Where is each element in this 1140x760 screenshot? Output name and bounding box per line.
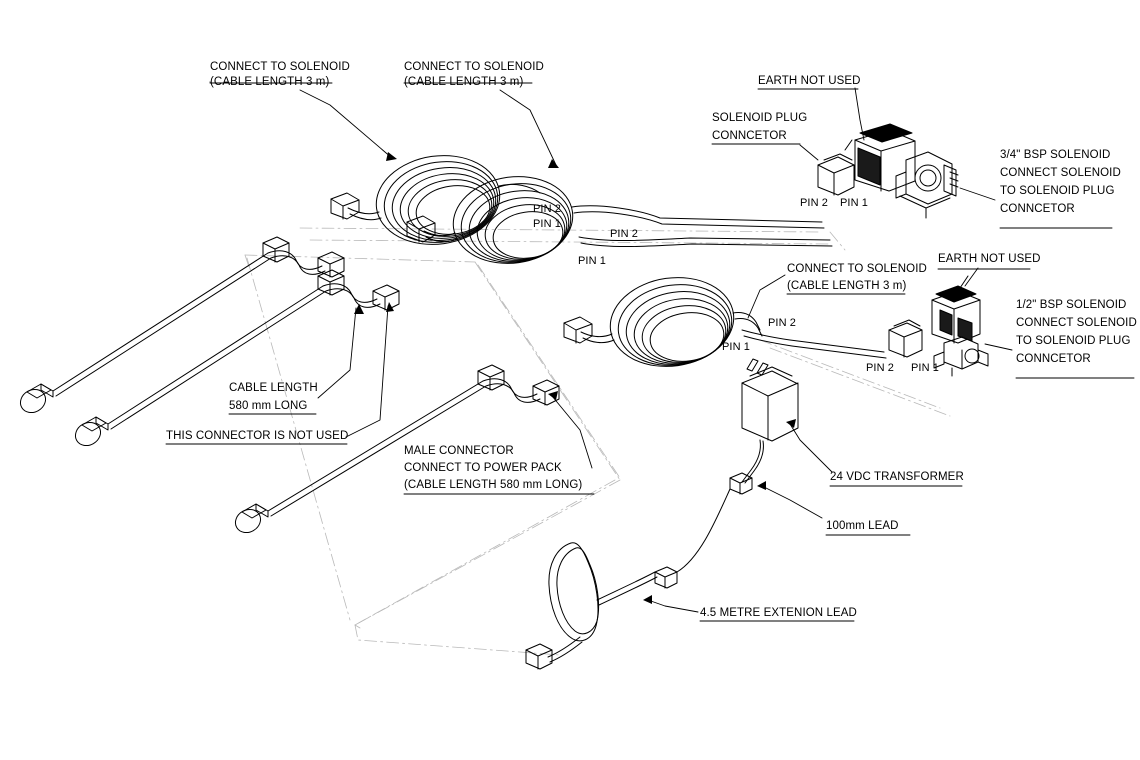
label-male-connector-line1: MALE CONNECTOR <box>404 445 514 457</box>
label-pin2-e: PIN 2 <box>866 362 895 374</box>
label-pin2-d: PIN 2 <box>800 197 829 209</box>
label-earth-not-used-1: EARTH NOT USED <box>758 75 861 87</box>
label-solenoid-plug-connector-line2: CONNCETOR <box>712 130 787 142</box>
label-cable-580-line2: 580 mm LONG <box>229 400 308 412</box>
label-earth-not-used-2: EARTH NOT USED <box>938 253 1041 265</box>
label-bsp-12-line3: TO SOLENOID PLUG <box>1016 335 1131 347</box>
label-bsp-34-line2: CONNECT SOLENOID <box>1000 167 1121 179</box>
label-male-connector-line3: (CABLE LENGTH 580 mm LONG) <box>404 479 583 491</box>
label-pin1-b: PIN 1 <box>578 255 607 267</box>
label-bsp-12-line4: CONNCETOR <box>1016 353 1091 365</box>
label-pin1-c: PIN 1 <box>722 341 751 353</box>
label-bsp-12-line2: CONNECT SOLENOID <box>1016 317 1137 329</box>
label-connect-solenoid-2-line1: CONNECT TO SOLENOID <box>404 61 544 73</box>
label-transformer: 24 VDC TRANSFORMER <box>830 471 964 483</box>
label-pin1-a: PIN 1 <box>533 218 562 230</box>
label-bsp-34-line4: CONNCETOR <box>1000 203 1075 215</box>
label-connector-not-used: THIS CONNECTOR IS NOT USED <box>166 430 349 442</box>
label-pin2-c: PIN 2 <box>768 317 797 329</box>
label-connect-solenoid-1-line1: CONNECT TO SOLENOID <box>210 61 350 73</box>
label-pin1-e: PIN 1 <box>911 362 940 374</box>
label-male-connector-line2: CONNECT TO POWER PACK <box>404 462 562 474</box>
label-100mm-lead: 100mm LEAD <box>826 520 899 532</box>
label-bsp-12-line1: 1/2" BSP SOLENOID <box>1016 299 1127 311</box>
label-connect-solenoid-1-line2: (CABLE LENGTH 3 m) <box>210 76 330 88</box>
label-bsp-34-line3: TO SOLENOID PLUG <box>1000 185 1115 197</box>
label-extension-lead: 4.5 METRE EXTENION LEAD <box>700 607 857 619</box>
label-connect-solenoid-3-line1: CONNECT TO SOLENOID <box>787 263 927 275</box>
label-cable-580-line1: CABLE LENGTH <box>229 382 318 394</box>
label-pin2-a: PIN 2 <box>533 203 562 215</box>
label-connect-solenoid-3-line2: (CABLE LENGTH 3 m) <box>787 280 907 292</box>
label-connect-solenoid-2-line2: (CABLE LENGTH 3 m) <box>404 76 524 88</box>
label-pin2-b: PIN 2 <box>610 228 639 240</box>
label-bsp-34-line1: 3/4" BSP SOLENOID <box>1000 149 1111 161</box>
label-solenoid-plug-connector-line1: SOLENOID PLUG <box>712 112 808 124</box>
label-pin1-d: PIN 1 <box>840 197 869 209</box>
